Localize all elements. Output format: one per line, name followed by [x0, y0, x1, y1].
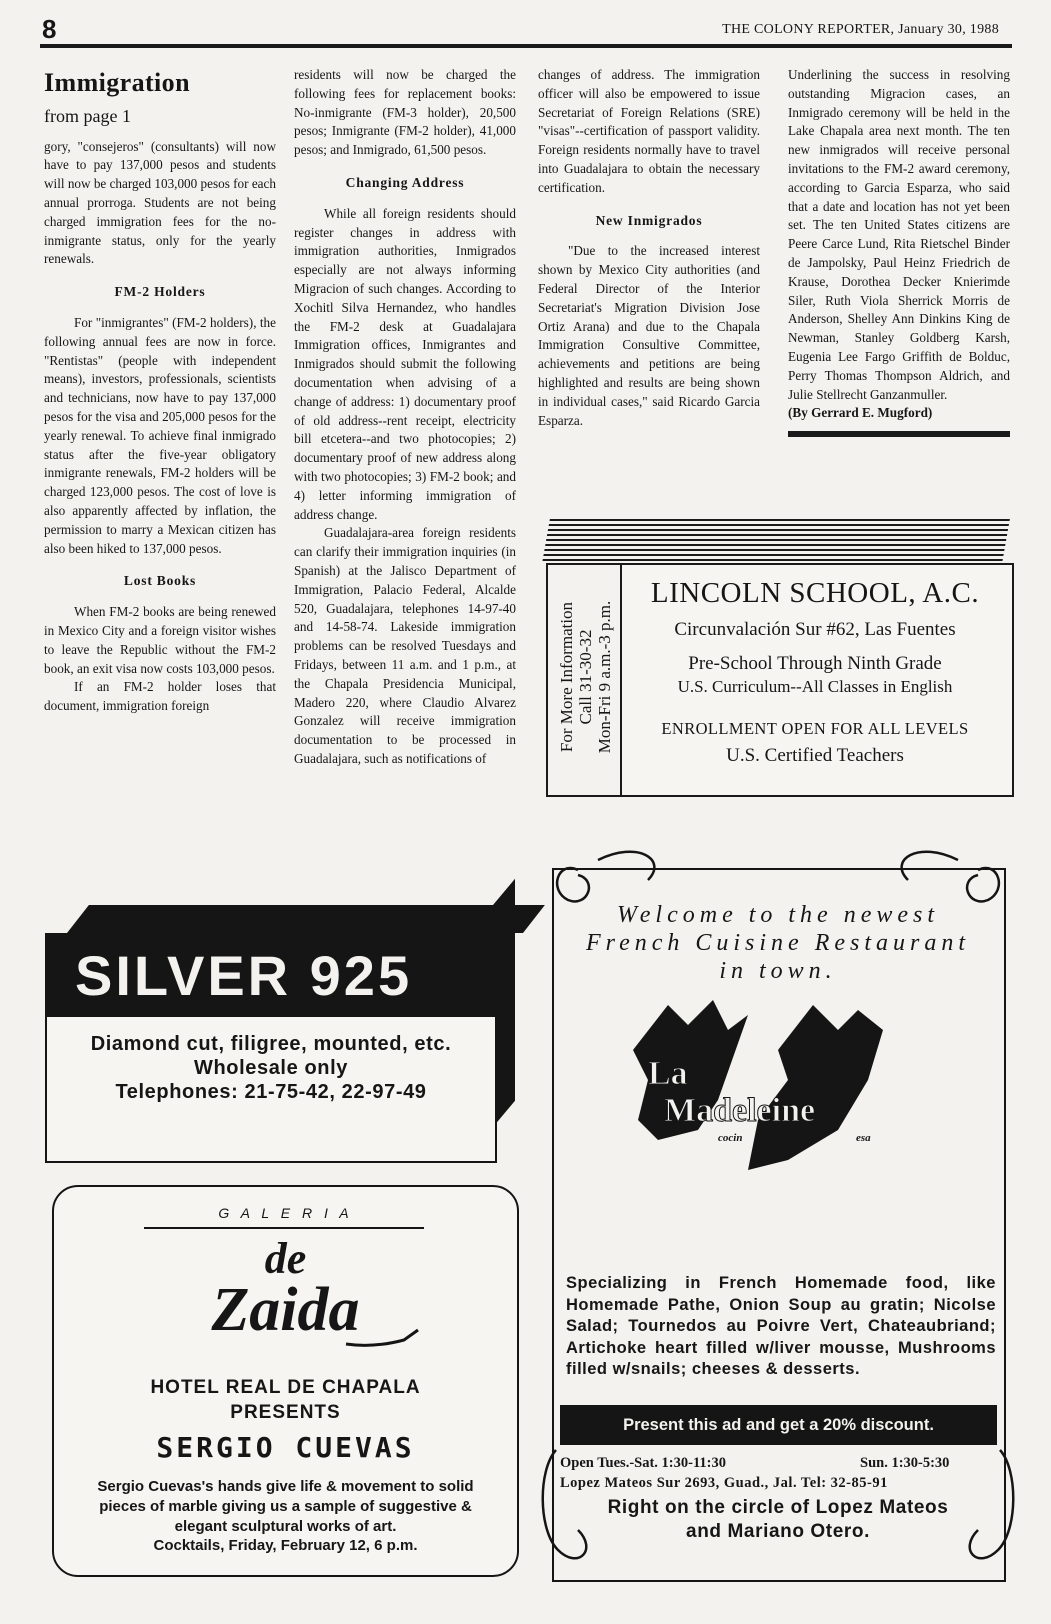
lincoln-curriculum: U.S. Curriculum--All Classes in English [677, 677, 953, 696]
madeleine-location: and Mariano Otero. [686, 1521, 870, 1542]
header-rule [40, 44, 1012, 48]
galeria-artist: SERGIO CUEVAS [156, 1431, 415, 1464]
lincoln-contact-line: For More Information [557, 601, 576, 753]
article-column-1 [44, 66, 276, 716]
madeleine-address: Lopez Mateos Sur 2693, Guad., Jal. Tel: 32-85-91 [560, 1475, 888, 1491]
paragraph: Underlining the success in resolving outstanding Migracion cases, an Inmigrado ceremony will be held in the Lake Chapala area next month. The ten new inmigrados will receive personal invitations to the FM-2 award ceremony, according to Garcia Esparza, who said that a date and location has not yet been set. The ten United States citizens are Peere Carce Lund, Rita Rietschel Binder de Jampolsky, Paul Heinz Friedrich de Krause, Dorothea Decker Knierimde Siler, Ruth Viola Sherrick Morris de Anderson, Shelley Ann Dinkins King de Newman, Stanley Goldberg Karsh, Eugenia Lee Fargo Griffith de Bolduc, Perry Thomas Thompson Aldrich, and Julie Stellrecht Ganzanmuller. [788, 67, 1010, 402]
paragraph: While all foreign residents should register changes in address with immigration authorities, Inmigrados especially are not always informing Migracion of such changes. According to Xochitl Silva Hernandez, who handles the FM-2 desk at Guadalajara Immigration offices, Inmigrantes and Inmigrados should submit the following documentation when advising of a change of address: 1) documentary proof of old address--rent receipt, electricity bill etcetera--and two photocopies; 2) documentary proof of new address along with two photocopies; 3) FM-2 book; and 4) letter informing immigration of address change. [294, 205, 516, 522]
box-top [67, 905, 545, 933]
galeria-description: Sergio Cuevas's hands give life & movement to solid pieces of marble giving us a sample of suggestive & elegant sculptural works of art. [97, 1478, 474, 1535]
paragraph: changes of address. The immigration officer will also be empowered to issue Secretariat of Foreign Relations (SRE) "visas"--certification of passport validity. Foreign residents normally have to travel into Guadalajara to obtain the necessary certification. [538, 67, 760, 195]
paragraph: If an FM-2 holder loses that document, immigration foreign [44, 679, 276, 714]
madeleine-logo-sub: cocin [718, 1132, 743, 1144]
lincoln-grades: Pre-School Through Ninth Grade [688, 653, 942, 674]
lincoln-contact-line: Call 31-30-32 [576, 629, 595, 725]
madeleine-hours: Open Tues.-Sat. 1:30-11:30 [560, 1455, 726, 1471]
page-number: 8 [42, 14, 57, 44]
lincoln-address: Circunvalación Sur #62, Las Fuentes [674, 619, 956, 640]
lincoln-name: LINCOLN SCHOOL, A.C. [650, 577, 980, 609]
lincoln-contact-line: Mon-Fri 9 a.m.-3 p.m. [595, 600, 614, 754]
silver-925-ad [45, 905, 515, 1160]
madeleine-welcome: Welcome to the newest [616, 902, 940, 928]
article-column-3 [538, 66, 760, 430]
madeleine-welcome: in town. [719, 958, 837, 984]
madeleine-welcome: French Cuisine Restaurant [585, 930, 971, 956]
madeleine-discount: Present this ad and get a 20% discount. [560, 1405, 997, 1445]
galeria-rule [144, 1227, 424, 1229]
galeria-de-zaida-ad [52, 1185, 519, 1577]
paragraph: "Due to the increased interest shown by Mexico City authorities (and Federal Director of the Interior Secretariat's Migration Division Jose Ortiz Arana) and due to the Chapala Immigration Consultive Committee, achievements and petitions are being highlighted and results are being shown in individual cases," said Ricardo Garcia Esparza. [538, 243, 760, 428]
article-jump: from page 1 [44, 105, 131, 126]
lincoln-enrollment: ENROLLMENT OPEN FOR ALL LEVELS [661, 719, 969, 738]
madeleine-hours: Sun. 1:30-5:30 [860, 1455, 950, 1471]
galeria-event: Cocktails, Friday, February 12, 6 p.m. [153, 1537, 418, 1554]
lincoln-contact [557, 562, 617, 792]
madeleine-menu: Specializing in French Homemade food, like Homemade Pathe, Onion Soup au gratin; Nicolse Salad; Tournedos au Poivre Vert, Chateaubriand; Artichoke heart filled w/liver mousse, Mushrooms filled w/snails; cheeses & desserts. [566, 1274, 996, 1378]
paragraph: gory, "consejeros" (consultants) will now have to pay 137,000 pesos and students will now be charged 103,000 pesos for each annual prorroga. Students are not being charged immigration fees for the no-inmigrante status, only for the yearly renewals. [44, 138, 276, 267]
box-top-lines [542, 519, 1010, 563]
article-column-2 [294, 66, 516, 769]
galeria-logo-name: Zaida [211, 1276, 360, 1344]
lincoln-school-ad [538, 519, 1020, 804]
column-end-rule [788, 431, 1010, 437]
silver-line: Diamond cut, filigree, mounted, etc. [90, 1033, 452, 1055]
galeria-hotel: HOTEL REAL DE CHAPALA [150, 1377, 421, 1398]
masthead: THE COLONY REPORTER, January 30, 1988 [722, 22, 999, 37]
madeleine-location: Right on the circle of Lopez Mateos [607, 1497, 949, 1518]
madeleine-logo-la: La [648, 1055, 688, 1092]
paragraph: For "inmigrantes" (FM-2 holders), the following annual fees are now in force. "Rentistas" (people with independent means), investors, professionals, scientists and technicians, now have to pay 137,000 pesos for the visa and 205,000 pesos for the yearly renewal. To achieve final inmigrado status after the five-year obligatory inmigrante renewals, FM-2 holders will be charged 123,000 pesos. The cost of love is also apparently affected by inflation, the permission to marry a Mexican citizen has also been hiked to 137,000 pesos. [44, 314, 276, 556]
silver-line: Wholesale only [194, 1057, 348, 1079]
paragraph: When FM-2 books are being renewed in Mexico City and a foreign visitor wishes to leave the Republic without the FM-2 book, an exit visa now costs 103,000 pesos. [44, 604, 276, 676]
paragraph: residents will now be charged the following fees for replacement books: No-inmigrante (FM-3 holder), 20,500 pesos; Inmigrante (FM-2 holder), 41,000 pesos; and Inmigrado, 61,500 pesos. [294, 67, 516, 158]
madeleine-logo-name: Madeleine [664, 1092, 816, 1129]
article-column-4 [788, 66, 1010, 437]
article-title: Immigration [44, 68, 190, 97]
box-front [45, 933, 497, 1163]
galeria-presents: PRESENTS [230, 1402, 341, 1423]
subhead-new-inmigrados: New Inmigrados [595, 212, 703, 228]
madeleine-logo-sub: esa [856, 1132, 871, 1144]
la-madeleine-ad [538, 830, 1018, 1600]
galeria-logo-de: de [264, 1234, 307, 1283]
byline: (By Gerrard E. Mugford) [788, 405, 933, 421]
subhead-changing-address: Changing Address [345, 174, 465, 190]
lincoln-teachers: U.S. Certified Teachers [726, 745, 904, 766]
logo-swash-icon [344, 1322, 424, 1352]
subhead-fm2-holders: FM-2 Holders [114, 284, 206, 300]
subhead-lost-books: Lost Books [123, 573, 197, 589]
paragraph: Guadalajara-area foreign residents can clarify their immigration inquiries (in Spanish) at the Jalisco Department of Immigration, Palacio Federal, Alcalde 520, Guadalajara, telephones 14-97-40 and 14-58-74. Lakeside immigration problems can be resolved Tuesdays and Fridays, between 11 a.m. and 1 p.m., at the Chapala Presidencia Municipal, Madero 220, where Claudio Alvarez Gonzalez will receive immigration documentation to be processed in Guadalajara, such as notifications of [294, 525, 516, 766]
silver-title: SILVER 925 [47, 935, 495, 1017]
silver-phones: Telephones: 21-75-42, 22-97-49 [115, 1081, 427, 1103]
galeria-label: G A L E R I A [218, 1205, 353, 1221]
